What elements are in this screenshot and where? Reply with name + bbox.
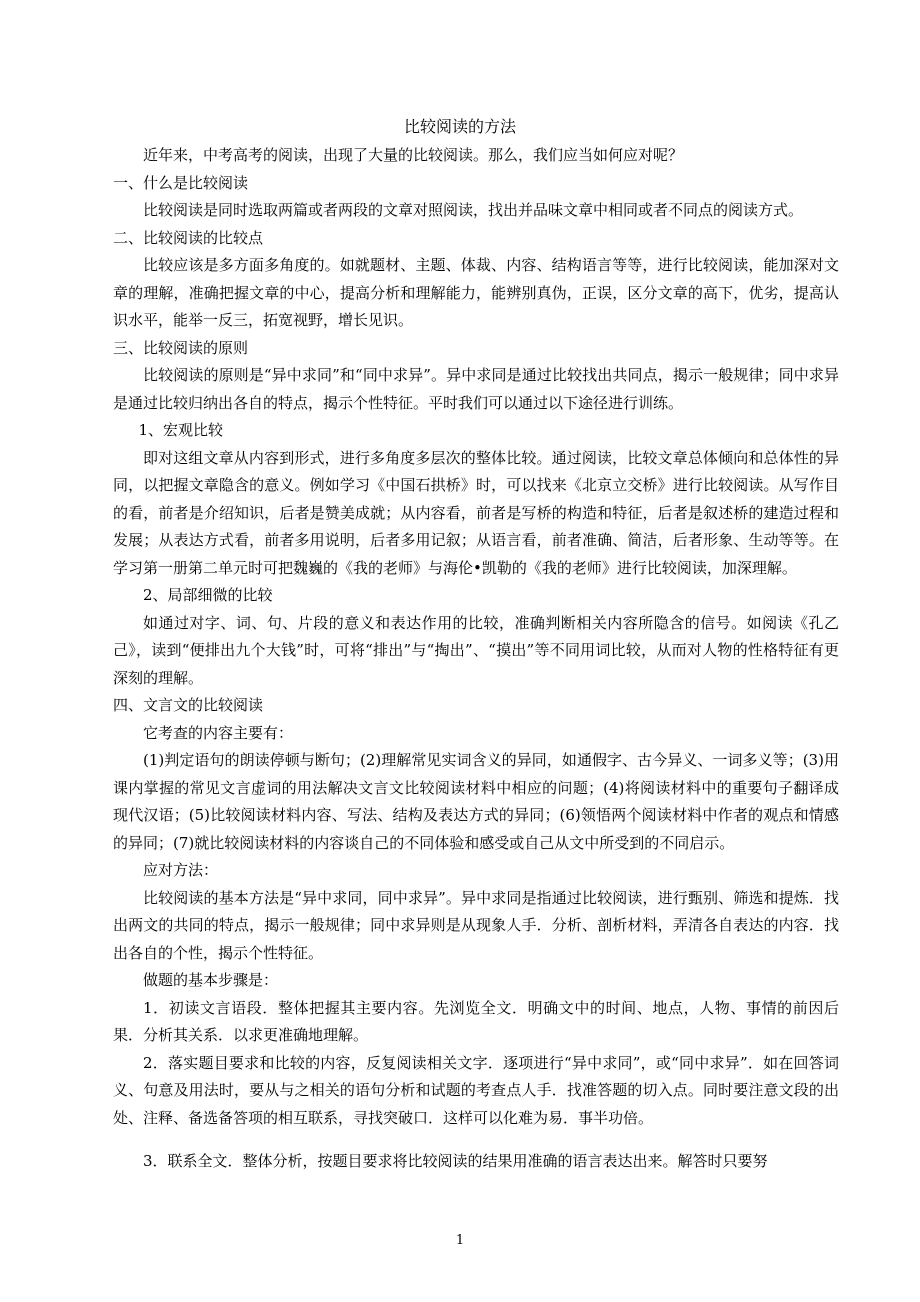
section-4-method-label: 应对方法： xyxy=(143,861,219,879)
section-4-heading: 四、文言文的比较阅读 xyxy=(113,696,264,714)
section-3-heading: 三、比较阅读的原则 xyxy=(113,338,249,357)
section-4-step-2: 2．落实题目要求和比较的内容，反复阅读相关文字．逐项进行“异中求同”，或“同中求异”．如在回答词义、句意及用法时，要从与之相关的语句分析和试题的考查点人手．找准答题的切入点。同时要注意文段的出处、注释、备选备答项的相互联系，寻找突破口．这样可以化难为易．事半功倍。 xyxy=(113,1053,839,1127)
intro-paragraph: 近年来，中考高考的阅读，出现了大量的比较阅读。那么，我们应当如何应对呢？ xyxy=(143,146,684,164)
section-4-steps-label: 做题的基本步骤是： xyxy=(143,971,279,989)
section-2-paragraph: 比较应该是多方面多角度的。如就题材、主题、体裁、内容、结构语言等等，进行比较阅读，能加深对文章的理解，准确把握文章的中心，提高分析和理解能力，能辨别真伪，正误，区分文章的高下，优劣，提高认识水平，能举一反三，拓宽视野，增长见识。 xyxy=(113,256,839,329)
document-body xyxy=(113,142,839,1176)
section-3-sub2-heading: 2、局部细微的比较 xyxy=(143,586,273,604)
section-4-step-1: 1．初读文言语段．整体把握其主要内容。先浏览全文．明确文中的时间、地点，人物、事情的前因后果．分析其关系．以求更准确地理解。 xyxy=(113,998,839,1044)
page-number: 1 xyxy=(455,1233,465,1248)
section-3-paragraph: 比较阅读的原则是“异中求同”和“同中求异”。异中求同是通过比较找出共同点，揭示一般规律；同中求异是通过比较归纳出各自的特点，揭示个性特征。平时我们可以通过以下途径进行训练。 xyxy=(113,366,839,412)
section-3-sub2-paragraph: 如通过对字、词、句、片段的意义和表达作用的比较，准确判断相关内容所隐含的信号。如阅读《孔乙己》，读到“便排出九个大钱”时，可将“排出”与“掏出”、“摸出”等不同用词比较，从而对人物的性格特征有更深刻的理解。 xyxy=(113,613,839,687)
section-1-heading: 一、什么是比较阅读 xyxy=(113,173,249,192)
section-2-heading: 二、比较阅读的比较点 xyxy=(113,228,264,247)
section-4-items-paragraph: (1)判定语句的朗读停顿与断句；(2)理解常见实词含义的异同，如通假字、古今异义、一词多义等；(3)用课内掌握的常见文言虚词的用法解决文言文比较阅读材料中相应的问题；(4)将阅读材料中的重要句子翻译成现代汉语；(5)比较阅读材料内容、写法、结构及表达方式的异同；(6)领悟两个阅读材料中作者的观点和情感的异同；(7)就比较阅读材料的内容谈自己的不同体验和感受或自己从文中所受到的不同启示。 xyxy=(113,751,839,852)
section-1-paragraph: 比较阅读是同时选取两篇或者两段的文章对照阅读，找出并品味文章中相同或者不同点的阅读方式。 xyxy=(143,201,804,219)
section-3-sub1-heading: 1、宏观比较 xyxy=(138,421,224,439)
document-title: 比较阅读的方法 xyxy=(403,117,516,136)
section-4-method-paragraph: 比较阅读的基本方法是“异中求同，同中求异”。异中求同是指通过比较阅读，进行甄别、筛选和提炼．找出两文的共同的特点，揭示一般规律；同中求异则是从现象人手．分析、剖析材料，弄清各自表达的内容．找出各自的个性，揭示个性特征。 xyxy=(113,888,839,962)
section-4-intro: 它考查的内容主要有： xyxy=(143,723,294,742)
section-4-step-3: 3．联系全文．整体分析，按题目要求将比较阅读的结果用准确的语言表达出来。解答时只要努 xyxy=(143,1152,768,1170)
section-3-sub1-paragraph: 即对这组文章从内容到形式，进行多角度多层次的整体比较。通过阅读，比较文章总体倾向和总体性的异同，以把握文章隐含的意义。例如学习《中国石拱桥》时，可以找来《北京立交桥》进行比较阅读。从写作目的看，前者是介绍知识，后者是赞美成就；从内容看，前者是写桥的构造和特征，后者是叙述桥的建造过程和发展；从表达方式看，前者多用说明，后者多用记叙；从语言看，前者准确、简洁，后者形象、生动等等。在学习第一册第二单元时可把魏巍的《我的老师》与海伦•凯勒的《我的老师》进行比较阅读，加深理解。 xyxy=(113,448,839,577)
